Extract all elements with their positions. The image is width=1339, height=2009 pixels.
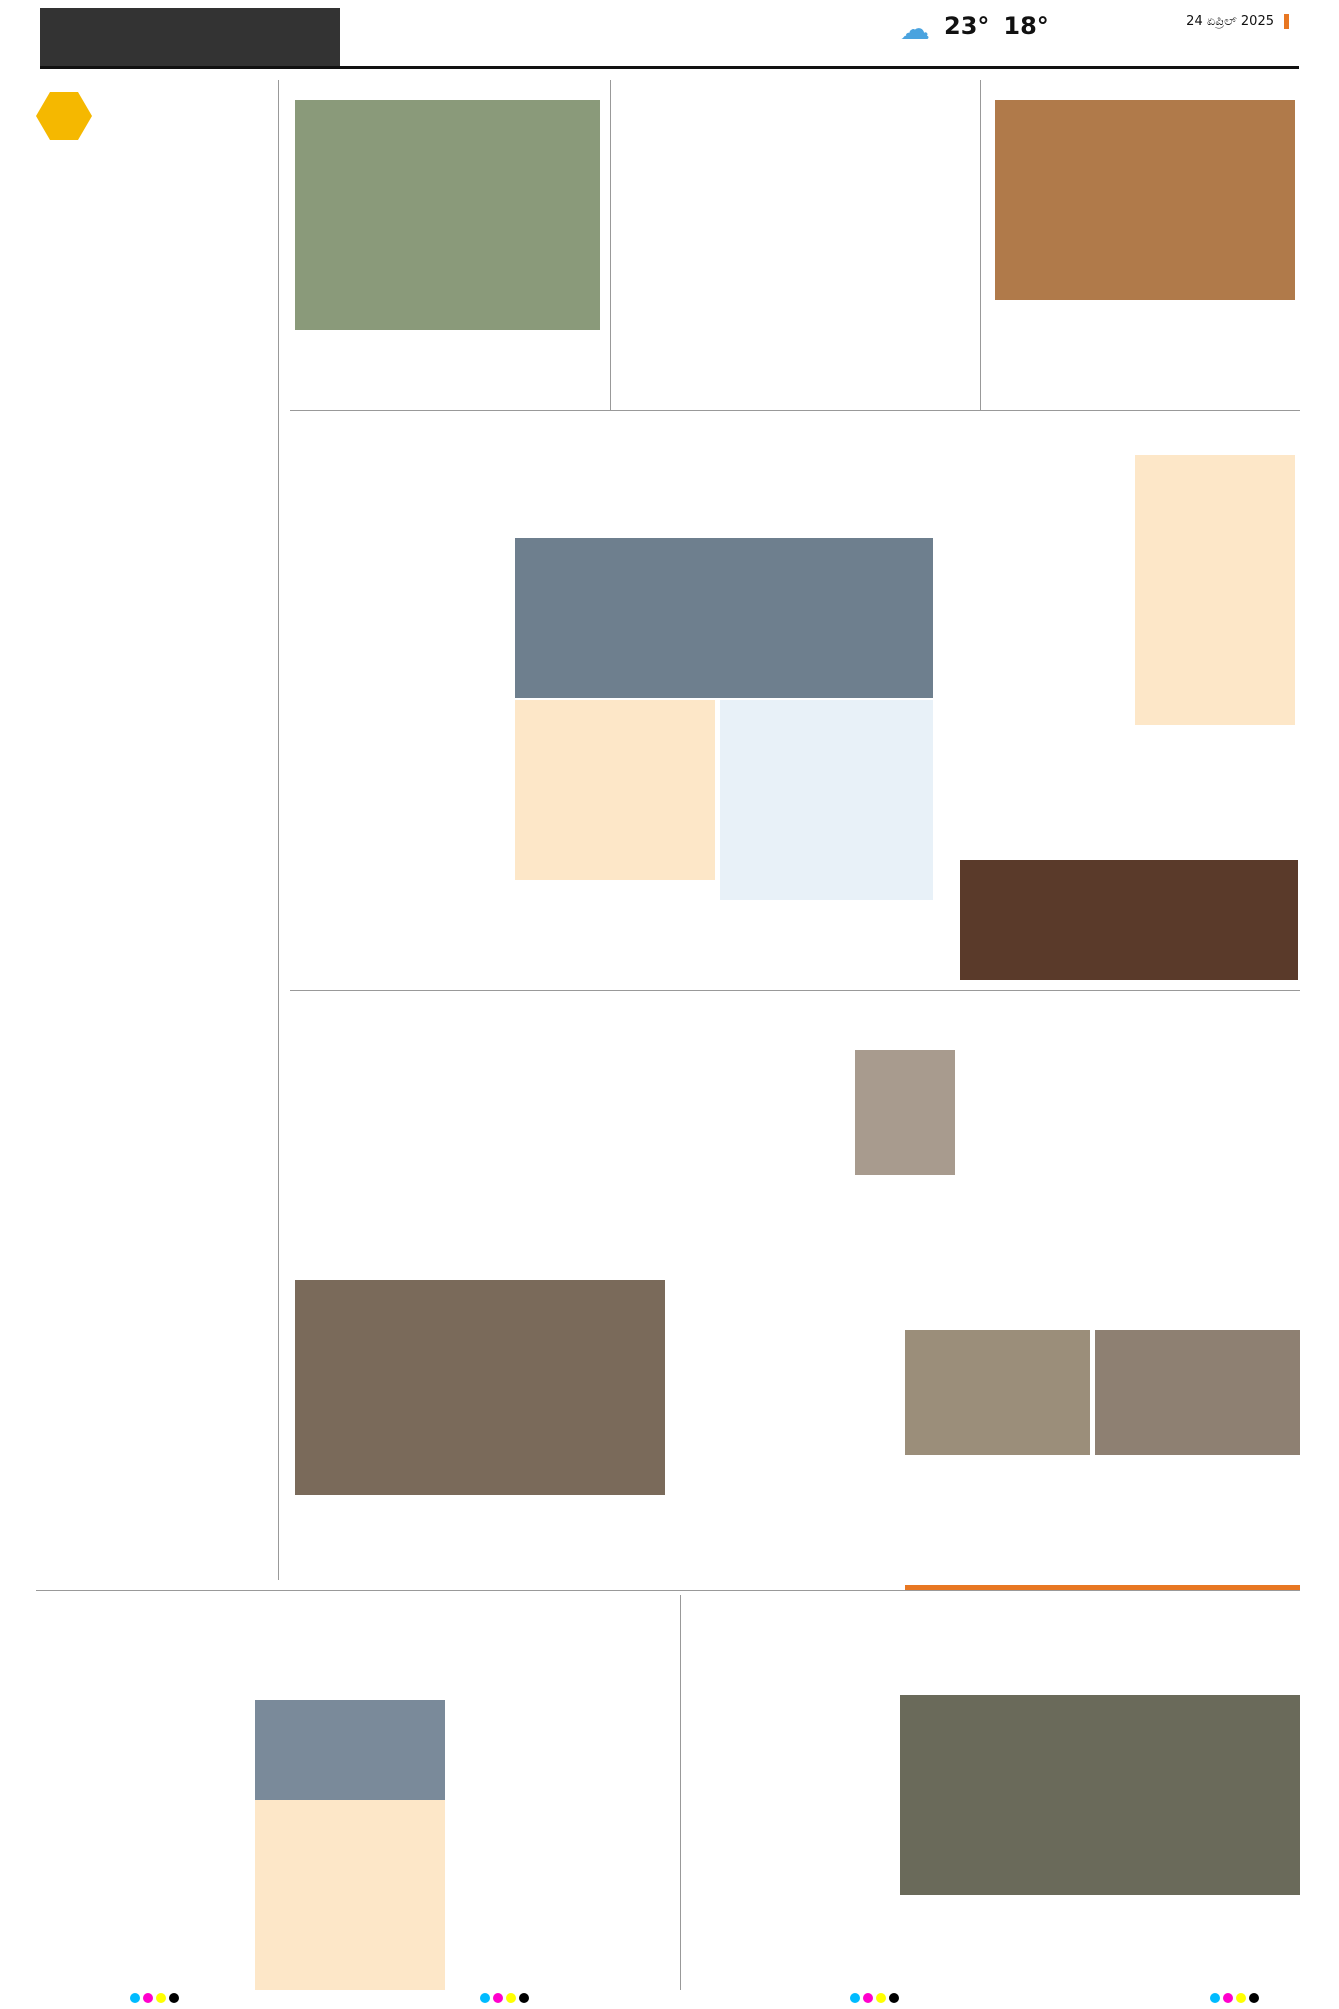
photo-road-1 [905,1330,1090,1455]
divider [290,990,1300,991]
cloud-sun-icon: ☁ [900,12,930,47]
photo-school [295,1280,665,1495]
min-temp: 18° [1003,12,1049,40]
kicker [36,1598,666,1606]
photo-felicitation [995,100,1295,300]
weather [900,12,1049,47]
photo-meeting [515,538,933,698]
registration-marks [480,1993,529,2003]
max-temp: 23° [944,12,990,40]
training-box [515,700,715,880]
paper-logo [40,8,340,66]
divider [278,80,279,1580]
registration-marks [850,1993,899,2003]
portrait-photo [855,1050,955,1175]
headline [36,1625,666,1633]
divider [610,80,611,410]
divider [290,410,1300,411]
date: 24 ಏಪ್ರಿಲ್ 2025 [1186,14,1274,29]
headline [622,92,972,100]
collection-box-title [255,1800,445,1808]
hand-icon [36,92,92,140]
divider [980,80,981,410]
registration-marks [1210,1993,1259,2003]
brief-column-header [36,88,256,144]
headline [690,1625,1300,1633]
photo-road-2 [1095,1330,1300,1455]
lead-headline [295,448,955,456]
headline [695,1275,1300,1283]
photo-farmers [295,100,600,330]
divider [680,1595,681,1990]
photo-event [900,1695,1300,1895]
headline [295,995,680,1003]
divider [36,1590,1300,1591]
photo-inspection [255,1700,445,1800]
kicker [295,415,955,423]
headline [695,995,1300,1003]
collection-box [255,1800,445,1990]
masthead [40,8,1299,69]
quote-box [720,700,933,900]
photo-protest [960,860,1298,980]
quote-box [1135,455,1295,725]
registration-marks [130,1993,179,2003]
date-block [1186,14,1289,29]
headline [960,412,1300,420]
training-box-title [515,700,715,708]
kicker [690,1598,1300,1606]
